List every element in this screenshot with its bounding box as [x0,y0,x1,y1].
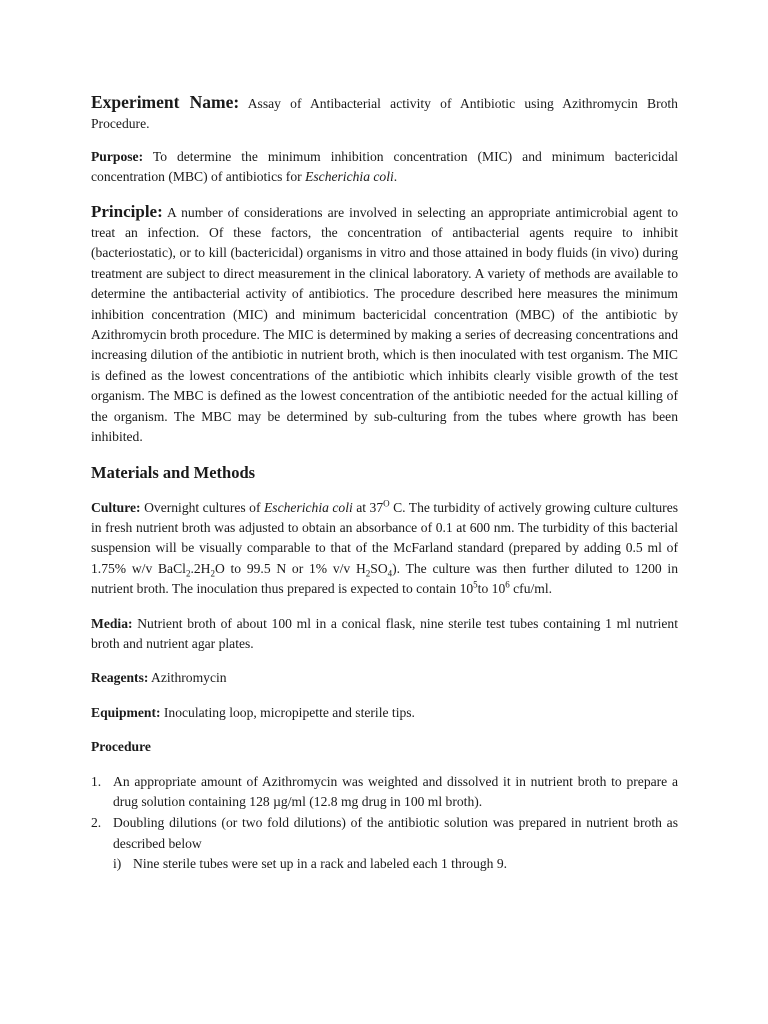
subscript: 4 [387,568,393,579]
step-text: Doubling dilutions (or two fold dilutions) of the antibiotic solution was prepared in nutrient broth as described below [113,815,678,851]
equipment-label: Equipment: [91,704,161,720]
procedure-substeps [113,854,678,874]
media-paragraph [91,614,678,655]
culture-organism: Escherichia coli [263,499,353,515]
purpose-text: To determine the minimum inhibition concentration (MIC) and minimum bactericidal concentration (MBC) of antibiotics for [91,148,679,185]
principle-text: A number of considerations are involved in selecting an appropriate antimicrobial agent to treat an infection. Of these factors, the concentration of antibacterial agents require to inhibit (bacteriostatic), or to kill (bactericidal) organisms in vitro and those attained in body fluids (in vivo) during treatment are subject to direct measurement in the clinical laboratory. A variety of methods are available to determine the antibacterial activity of antibiotics. The procedure described here measures the minimum inhibition concentration (MIC) and minimum bactericidal concentration (MBC) of the antibiotic by Azithromycin broth procedure. The MIC is determined by making a series of decreasing concentrations and increasing dilution of the antibiotic in nutrient broth, which is then inoculated with test organism. The MIC is defined as the lowest concentrations of the antibiotic which inhibits clearly visible growth of the test organism. The MBC is defined as the lowest concentration of the antibiotic needed for the actual killing of the organism. The MBC may be determined by sub-culturing from the tubes where growth has been inhibited. [91,204,678,445]
experiment-name-label: Experiment Name: [91,92,240,112]
culture-text: C. The turbidity of actively growing culture cultures in fresh nutrient broth was adjusted to obtain an absorbance of 0.1 at 600 nm. The turbidity of this bacterial suspension will be visually comparable to that of the McFarland standard (prepared by adding 0.5 ml of 1.75% w/v BaCl [91,499,679,576]
procedure-heading: Procedure [91,739,151,755]
substep-text: Nine sterile tubes were set up in a rack and labeled each 1 through 9. [133,856,508,872]
step-number: 1. [91,773,102,789]
subscript: 2 [210,568,215,579]
reagents-text: Azithromycin [151,670,227,686]
culture-text: at 37 [352,499,384,515]
principle-label: Principle: [91,201,163,221]
reagents-label: Reagents: [91,670,149,686]
reagents-paragraph [91,668,678,688]
principle-paragraph [91,202,678,448]
culture-text: SO [370,560,388,576]
culture-label: Culture: [91,499,141,515]
culture-text: O to 99.5 N or 1% v/v H [214,560,366,576]
exponent-superscript: 5 [473,579,478,590]
step-number: 2. [91,815,102,831]
culture-text: cfu/ml. [509,581,553,597]
culture-paragraph [91,498,678,600]
equipment-text: Inoculating loop, micropipette and sterile tips. [163,704,415,720]
step-text: An appropriate amount of Azithromycin was weighted and dissolved it in nutrient broth to prepare a drug solution containing 128 µg/ml (12.8 mg drug in 100 ml broth). [113,773,678,809]
culture-text: to 10 [477,581,506,597]
procedure-step [91,813,678,874]
purpose-paragraph [91,147,678,188]
media-text: Nutrient broth of about 100 ml in a conical flask, nine sterile test tubes containing 1 ml nutrient broth and nutrient agar plates. [91,615,678,651]
materials-methods-heading: Materials and Methods [91,462,256,482]
procedure-step [91,772,678,813]
purpose-label: Purpose: [91,148,144,164]
subscript: 2 [365,568,371,579]
culture-text: ). The culture was then further diluted to 1200 in nutrient broth. The inoculation thus prepared is expected to contain 10 [91,560,678,597]
culture-text: Overnight cultures of [144,499,264,515]
procedure-steps [91,772,678,875]
experiment-name [91,92,678,135]
experiment-name-text: Assay of Antibacterial activity of Antibiotic using Azithromycin Broth Procedure. [91,96,678,132]
media-label: Media: [91,615,133,631]
document-page [91,92,678,876]
culture-text: .2H [190,560,211,576]
exponent-superscript: 6 [505,579,510,590]
degree-superscript: O [383,497,390,508]
equipment-paragraph [91,703,678,723]
substep-number: i) [113,856,122,872]
subscript: 2 [185,568,191,579]
purpose-text-end: . [393,169,398,185]
purpose-organism: Escherichia coli [305,169,394,185]
procedure-substep [113,854,678,874]
